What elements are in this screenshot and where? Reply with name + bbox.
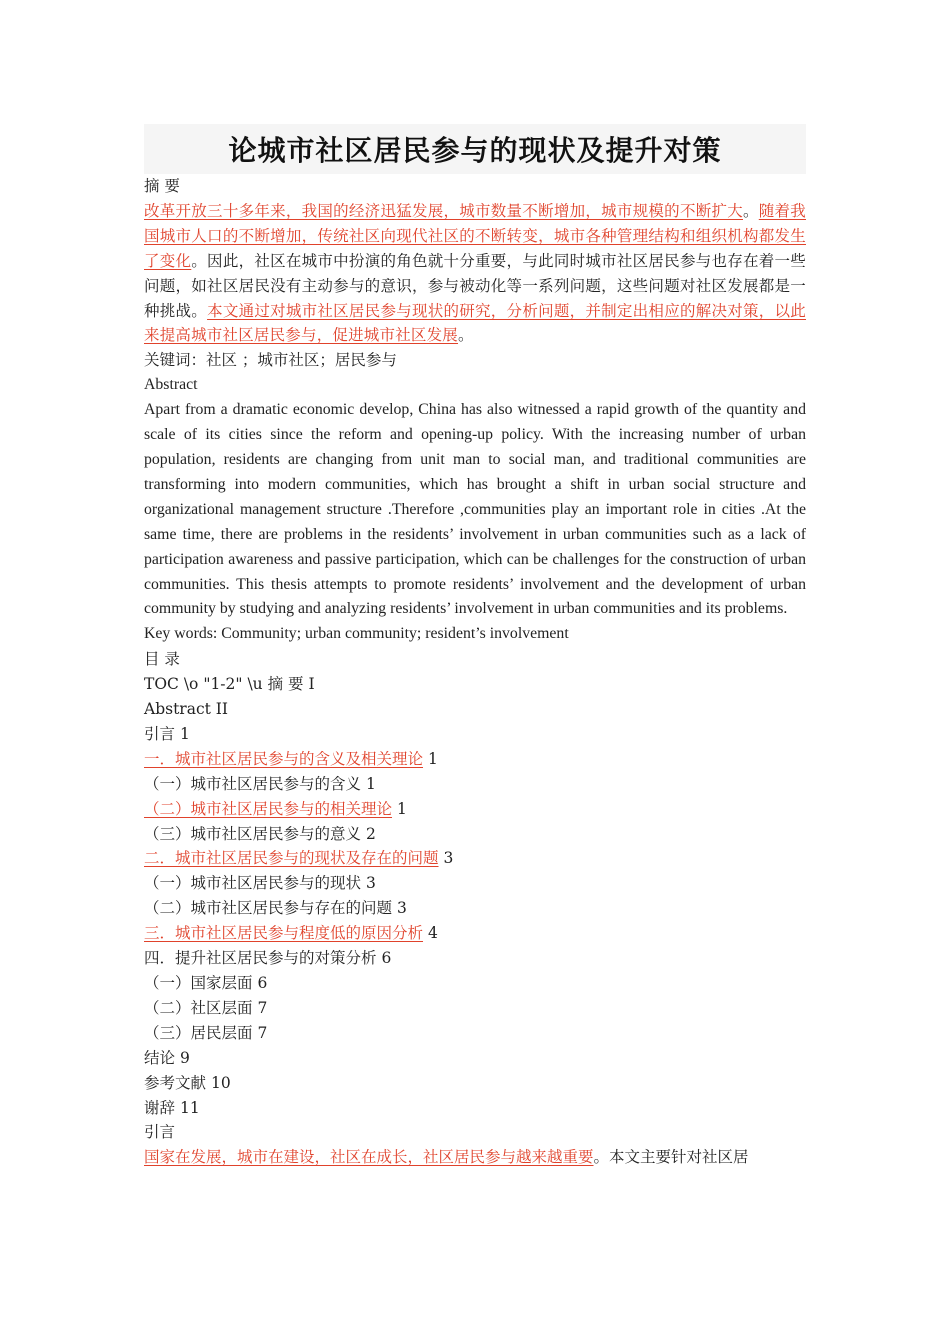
toc-entry[interactable] xyxy=(144,672,806,697)
toc-entry-title[interactable]: 一．城市社区居民参与的含义及相关理论 xyxy=(144,749,424,768)
intro-paragraph xyxy=(144,1145,806,1170)
toc-entry-page: 1 xyxy=(427,749,438,768)
toc-entry-title[interactable]: （一）国家层面 xyxy=(144,974,253,992)
toc-entry-title[interactable]: Abstract xyxy=(144,700,211,719)
toc-entry-page: I xyxy=(308,675,315,694)
body-text: 。本文主要针对社区居 xyxy=(593,1148,749,1167)
table-of-contents xyxy=(144,672,806,1120)
abstract-heading: 摘 要 xyxy=(144,177,180,195)
toc-entry[interactable] xyxy=(144,1071,806,1096)
toc-entry-page: 7 xyxy=(257,1023,268,1042)
toc-entry[interactable] xyxy=(144,697,806,722)
highlight-text: 改革开放三十多年来，我国的经济迅猛发展，城市数量不断增加，城市规模的不断扩大 xyxy=(144,201,743,220)
highlight-text: 本文通过对城市社区居民参与现状的研究，分析问题，并制定出相应的解决对策，以此来提高城市社区居民参与，促进城市社区发展 xyxy=(144,301,806,345)
toc-entry-page: 3 xyxy=(396,899,407,918)
toc-entry[interactable] xyxy=(144,846,806,871)
toc-entry-title[interactable]: 二．城市社区居民参与的现状及存在的问题 xyxy=(144,849,439,868)
body-text: 。 xyxy=(458,326,474,345)
toc-entry-page: 1 xyxy=(365,774,376,793)
toc-entry[interactable] xyxy=(144,996,806,1021)
toc-entry-page: 10 xyxy=(210,1073,231,1092)
toc-entry-title[interactable]: （二）城市社区居民参与存在的问题 xyxy=(144,899,393,918)
toc-entry-title[interactable]: （二）社区层面 xyxy=(144,998,253,1017)
toc-entry[interactable] xyxy=(144,797,806,822)
toc-entry-page: 1 xyxy=(179,724,190,743)
keywords-cn: 关键词：社区 ；城市社区；居民参与 xyxy=(144,351,397,370)
toc-entry[interactable] xyxy=(144,1046,806,1071)
toc-entry-page: 6 xyxy=(257,974,268,992)
toc-entry-page: 11 xyxy=(179,1098,200,1117)
title-banner xyxy=(144,124,806,174)
toc-entry-title[interactable]: 结论 xyxy=(144,1048,176,1067)
abstract-cn-paragraph xyxy=(144,199,806,348)
toc-entry-title[interactable]: TOC \o "1-2" \u 摘 要 xyxy=(144,675,304,694)
toc-entry-title[interactable]: 引言 xyxy=(144,724,176,743)
toc-entry-title[interactable]: 四．提升社区居民参与的对策分析 xyxy=(144,949,377,968)
toc-entry[interactable] xyxy=(144,747,806,772)
keywords-en: Key words: Community; urban community; resident’s involvement xyxy=(144,625,569,643)
document-title: 论城市社区居民参与的现状及提升对策 xyxy=(228,134,722,167)
intro-heading: 引言 xyxy=(144,1123,176,1142)
document-page xyxy=(144,124,806,1170)
toc-entry[interactable] xyxy=(144,1021,806,1046)
toc-entry-page: 3 xyxy=(443,849,454,868)
toc-entry-title[interactable]: （三）城市社区居民参与的意义 xyxy=(144,824,362,843)
toc-entry-page: 7 xyxy=(257,998,268,1017)
toc-entry-page: II xyxy=(215,700,229,719)
toc-entry[interactable] xyxy=(144,871,806,896)
highlight-text: 随着我国城市人口的不断增加，传统社区向现代社区的不断转变，城市各种管理结构和组织机构都发生了变化 xyxy=(144,201,806,270)
toc-entry-title[interactable]: （一）城市社区居民参与的现状 xyxy=(144,874,362,893)
toc-entry[interactable] xyxy=(144,896,806,921)
body-text: 。 xyxy=(743,201,759,220)
toc-entry[interactable] xyxy=(144,822,806,847)
toc-entry-page: 1 xyxy=(396,799,407,818)
toc-entry-title[interactable]: （三）居民层面 xyxy=(144,1023,253,1042)
toc-entry-title[interactable]: 参考文献 xyxy=(144,1073,207,1092)
toc-entry-page: 2 xyxy=(365,824,376,843)
toc-entry[interactable] xyxy=(144,971,806,996)
toc-entry-page: 3 xyxy=(365,874,376,893)
body-text: 。因此，社区在城市中扮演的角色就十分重要，与此同时城市社区居民参与也存在着一些问题，如社区居民没有主动参与的意识，参与被动化等一系列问题，这些问题对社区发展都是一种挑战。 xyxy=(144,251,806,320)
toc-entry-title[interactable]: 三．城市社区居民参与程度低的原因分析 xyxy=(144,924,424,943)
toc-entry[interactable] xyxy=(144,772,806,797)
toc-entry[interactable] xyxy=(144,1096,806,1121)
abstract-en-heading: Abstract xyxy=(144,376,198,394)
toc-entry-title[interactable]: （一）城市社区居民参与的含义 xyxy=(144,774,362,793)
toc-entry-title[interactable]: （二）城市社区居民参与的相关理论 xyxy=(144,799,393,818)
abstract-en-paragraph: Apart from a dramatic economic develop, China has also witnessed a rapid growth of the quantity and scale of its cities since the reform and opening-up policy. With the increasing number of urban population, residents are changing from unit man to social man, and traditional communities are transforming into modern communities, which has brought a shift in urban social structure and organizational management structure .Therefore ,communities play an important role in cities .At the same time, there are problems in the residents’ involvement in urban communities such as a lack of participation awareness and passive participation, which can be challenges for the construction of urban communities. This thesis attempts to promote residents’ involvement and the development of urban community by studying and analyzing residents’ involvement in urban communities and its problems. xyxy=(144,401,806,618)
toc-entry-page: 4 xyxy=(427,924,438,943)
toc-entry[interactable] xyxy=(144,921,806,946)
toc-entry-title[interactable]: 谢辞 xyxy=(144,1098,176,1117)
toc-entry-page: 9 xyxy=(179,1048,190,1067)
toc-entry[interactable] xyxy=(144,722,806,747)
toc-entry[interactable] xyxy=(144,946,806,971)
toc-heading: 目 录 xyxy=(144,650,180,669)
highlight-text: 国家在发展，城市在建设，社区在成长，社区居民参与越来越重要 xyxy=(144,1148,594,1167)
toc-entry-page: 6 xyxy=(381,949,392,968)
